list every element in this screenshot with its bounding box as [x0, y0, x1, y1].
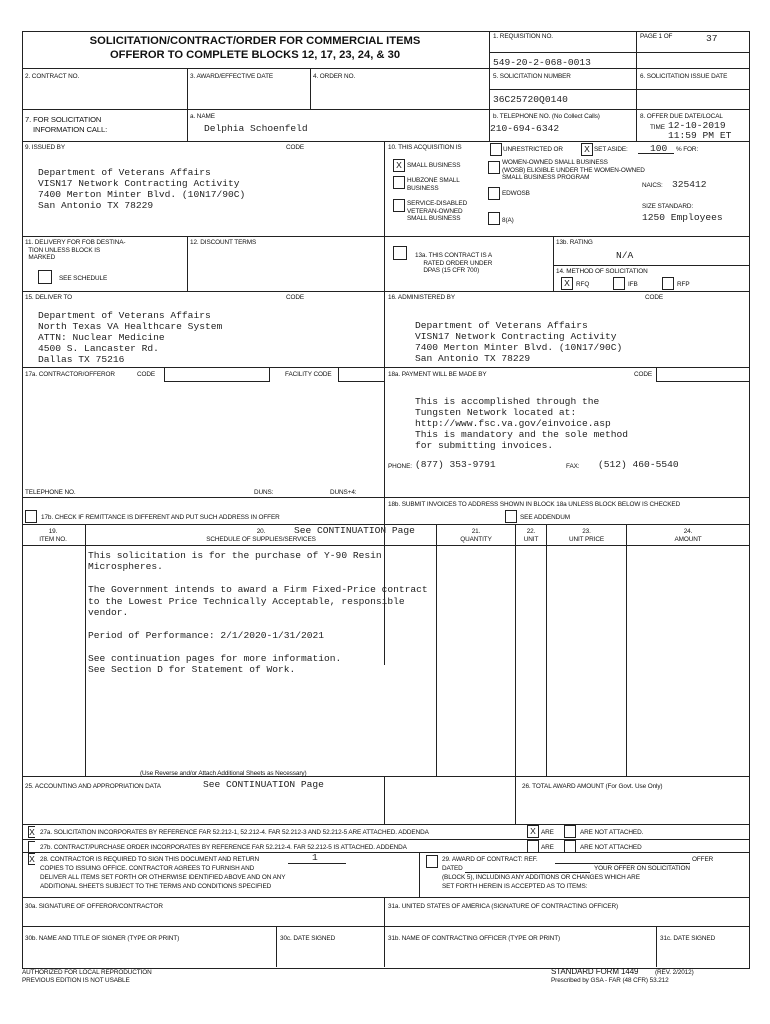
- rfq-checkbox[interactable]: X: [561, 277, 573, 290]
- award-date-label: 3. AWARD/EFFECTIVE DATE: [190, 73, 274, 80]
- rated-order-checkbox[interactable]: [393, 246, 407, 260]
- unit-price-header: 23. UNIT PRICE: [568, 528, 605, 543]
- footer-prescribed: Prescribed by GSA - FAR (48 CFR) 53.212: [551, 977, 669, 984]
- set-aside-label: SET ASIDE:: [594, 146, 628, 153]
- administered-by-address[interactable]: Department of Veterans Affairs VISN17 Network Contracting Activity 7400 Merton Minter Blvd. (10N17/90C) San Antonio TX 78229: [415, 320, 623, 364]
- page-label: PAGE 1 OF: [640, 33, 673, 40]
- time-label: TIME: [650, 124, 665, 131]
- 27b-are-checkbox[interactable]: [527, 840, 539, 853]
- co-date-signed-label: 31c. DATE SIGNED: [660, 935, 716, 942]
- footer-form-name: STANDARD FORM 1449: [551, 967, 639, 976]
- signature-co-label: 31a. UNITED STATES OF AMERICA (SIGNATURE OF CONTRACTING OFFICER): [388, 903, 619, 910]
- 27b-are-not-checkbox[interactable]: [564, 840, 576, 853]
- edwosb-label: EDWOSB: [502, 190, 530, 197]
- 27a-checkbox[interactable]: X: [29, 827, 35, 837]
- see-schedule-checkbox[interactable]: [38, 270, 52, 284]
- 29-your-offer: YOUR OFFER ON SOLICITATION: [594, 865, 690, 872]
- payment-phone-value[interactable]: (877) 353-9791: [415, 459, 496, 470]
- co-name-label: 31b. NAME OF CONTRACTING OFFICER (TYPE OR PRINT): [388, 935, 561, 942]
- footer-previous-edition: PREVIOUS EDITION IS NOT USABLE: [22, 977, 130, 984]
- eight-a-label: 8(A): [502, 217, 514, 224]
- accounting-label: 25. ACCOUNTING AND APPROPRIATION DATA: [25, 783, 161, 790]
- hubzone-label: HUBZONE SMALL BUSINESS: [407, 177, 460, 192]
- payment-code-input[interactable]: [656, 367, 750, 382]
- telephone-no-label: TELEPHONE NO.: [25, 489, 76, 496]
- rfq-label: RFQ: [576, 281, 590, 288]
- form-title-line1: SOLICITATION/CONTRACT/ORDER FOR COMMERCIAL ITEMS: [89, 35, 421, 47]
- rating-value[interactable]: N/A: [616, 250, 634, 261]
- name-label: a. NAME: [190, 113, 215, 120]
- payment-fax-value[interactable]: (512) 460-5540: [598, 459, 679, 470]
- small-business-checkbox[interactable]: X: [393, 159, 405, 172]
- naics-value[interactable]: 325412: [672, 179, 707, 190]
- 27b-label: 27b. CONTRACT/PURCHASE ORDER INCORPORATES BY REFERENCE FAR 52.212-4. FAR 52.212-5 IS ATTACHED. ADDENDA: [40, 844, 407, 851]
- footer-authorized: AUTHORIZED FOR LOCAL REPRODUCTION: [22, 969, 152, 976]
- ifb-label: IFB: [628, 281, 638, 288]
- see-addendum-checkbox[interactable]: [505, 510, 517, 523]
- schedule-header-overlay: See CONTINUATION Page: [294, 525, 415, 536]
- issued-by-address[interactable]: Department of Veterans Affairs VISN17 Network Contracting Activity 7400 Merton Minter Blvd. (10N17/90C) San Antonio TX 78229: [38, 167, 246, 211]
- acquisition-label: 10. THIS ACQUISITION IS: [388, 144, 462, 151]
- payment-fax-label: FAX:: [566, 463, 580, 470]
- 27a-are-not-label: ARE NOT ATTACHED.: [580, 829, 644, 836]
- offer-due-time-value[interactable]: 11:59 PM ET: [668, 130, 732, 141]
- total-award-label: 26. TOTAL AWARD AMOUNT (For Govt. Use Only): [522, 783, 663, 790]
- hubzone-checkbox[interactable]: [393, 176, 405, 189]
- solicitation-number-value[interactable]: 36C25720Q0140: [493, 94, 568, 105]
- sdvosb-checkbox[interactable]: [393, 199, 405, 212]
- issued-by-code-label: CODE: [286, 144, 305, 151]
- 27b-are-label: ARE: [541, 844, 554, 851]
- sdvosb-label: SERVICE-DISABLED VETERAN-OWNED SMALL BUSINESS: [407, 200, 468, 222]
- deliver-to-address[interactable]: Department of Veterans Affairs North Texas VA Healthcare System ATTN: Nuclear Medicine 4500 S. Lancaster Rd. Dallas TX 75216: [38, 310, 223, 365]
- facility-code-input[interactable]: [338, 367, 385, 382]
- size-standard-label: SIZE STANDARD:: [642, 203, 694, 210]
- reverse-note: (Use Reverse and/or Attach Additional Sheets as Necessary): [140, 770, 307, 777]
- payment-code-label: CODE: [634, 371, 653, 378]
- rfp-label: RFP: [677, 281, 690, 288]
- percent-for-label: % FOR:: [676, 146, 699, 153]
- rfp-checkbox[interactable]: [662, 277, 674, 290]
- 29-offer: OFFER: [692, 856, 714, 863]
- contract-no-label: 2. CONTRACT NO.: [25, 73, 80, 80]
- 29-line2: DATED: [442, 865, 463, 872]
- administered-by-label: 16. ADMINISTERED BY: [388, 294, 455, 301]
- delivery-fob-label: 11. DELIVERY FOR FOB DESTINA- TION UNLESS BLOCK IS MARKED: [25, 239, 126, 261]
- size-standard-value[interactable]: 1250 Employees: [642, 212, 723, 223]
- duns4-label: DUNS+4:: [330, 489, 357, 496]
- remittance-label: 17b. CHECK IF REMITTANCE IS DIFFERENT AND PUT SUCH ADDRESS IN OFFER: [41, 514, 280, 521]
- 27a-are-not-checkbox[interactable]: [564, 825, 576, 838]
- payment-label: 18a. PAYMENT WILL BE MADE BY: [388, 371, 487, 378]
- amount-header: 24. AMOUNT: [674, 528, 702, 543]
- unrestricted-checkbox[interactable]: [490, 143, 502, 156]
- 27a-are-label: ARE: [541, 829, 554, 836]
- item-no-header: 19. ITEM NO.: [39, 528, 67, 543]
- remittance-checkbox[interactable]: [25, 510, 37, 523]
- see-addendum-label: SEE ADDENDUM: [520, 514, 570, 521]
- telephone-label: b. TELEPHONE NO. (No Collect Calls): [493, 113, 600, 120]
- 29-line4: SET FORTH HEREIN IS ACCEPTED AS TO ITEMS:: [442, 883, 588, 890]
- 29-checkbox[interactable]: [426, 855, 438, 868]
- quantity-header: 21. QUANTITY: [460, 528, 492, 543]
- small-business-label: SMALL BUSINESS: [407, 162, 461, 169]
- 28-copies-value[interactable]: 1: [312, 852, 318, 863]
- administered-by-code-label: CODE: [645, 294, 664, 301]
- issue-date-label: 6. SOLICITATION ISSUE DATE: [640, 73, 728, 80]
- wosb-checkbox[interactable]: [488, 161, 500, 174]
- requisition-no-label: 1. REQUISITION NO.: [493, 33, 553, 40]
- contact-name-value[interactable]: Delphia Schoenfeld: [204, 123, 308, 134]
- schedule-header: 20. SCHEDULE OF SUPPLIES/SERVICES: [206, 528, 316, 543]
- schedule-description[interactable]: This solicitation is for the purchase of Y-90 Resin Microspheres. The Government intends to award a Firm Fixed-Price contract to the Lowest Price Technically Acceptable, responsible vendor. Period of Performance: 2/1/2020-1/31/2021 See continuation pages for more information. See Section D for Statement of Work.: [88, 550, 428, 676]
- wosb-label: WOMEN-OWNED SMALL BUSINESS (WOSB) ELIGIBLE UNDER THE WOMEN-OWNED SMALL BUSINESS PROGRAM: [502, 159, 645, 181]
- 27b-are-not-label: ARE NOT ATTACHED: [580, 844, 642, 851]
- offer-due-date-value[interactable]: 12-10-2019: [668, 120, 726, 131]
- eight-a-checkbox[interactable]: [488, 212, 500, 225]
- contractor-code-label: CODE: [137, 371, 156, 378]
- telephone-value[interactable]: 210-694-6342: [490, 123, 560, 134]
- offer-due-label: 8. OFFER DUE DATE/LOCAL: [640, 113, 723, 120]
- 29-line3: (BLOCK 5), INCLUDING ANY ADDITIONS OR CHANGES WHICH ARE: [442, 874, 640, 881]
- 28-line2: COPIES TO ISSUING OFFICE. CONTRACTOR AGREES TO FURNISH AND: [40, 865, 255, 872]
- 28-line3: DELIVER ALL ITEMS SET FORTH OR OTHERWISE IDENTIFIED ABOVE AND ON ANY: [40, 874, 286, 881]
- footer-revision: (REV. 2/2012): [655, 969, 694, 976]
- payment-phone-label: PHONE:: [388, 463, 412, 470]
- 27b-checkbox[interactable]: [28, 841, 35, 853]
- payment-instructions[interactable]: This is accomplished through the Tungsten Network located at: http://www.fsc.va.gov/einvoice.asp This is mandatory and the sole method for submitting invoices.: [415, 396, 629, 451]
- requisition-no-value[interactable]: 549-20-2-068-0013: [493, 57, 591, 68]
- duns-label: DUNS:: [254, 489, 274, 496]
- edwosb-checkbox[interactable]: [488, 187, 500, 200]
- facility-code-label: FACILITY CODE: [285, 371, 332, 378]
- offeror-date-signed-label: 30c. DATE SIGNED: [280, 935, 336, 942]
- order-no-label: 4. ORDER NO.: [313, 73, 356, 80]
- rating-label: 13b. RATING: [556, 239, 593, 246]
- form-title-line2: OFFEROR TO COMPLETE BLOCKS 12, 17, 23, 24, & 30: [109, 49, 401, 61]
- signature-offeror-label: 30a. SIGNATURE OF OFFEROR/CONTRACTOR: [25, 903, 163, 910]
- 27a-are-checkbox[interactable]: X: [527, 825, 539, 838]
- 28-line4: ADDITIONAL SHEETS SUBJECT TO THE TERMS AND CONDITIONS SPECIFIED: [40, 883, 272, 890]
- info-call-label-2: INFORMATION CALL:: [33, 125, 108, 134]
- signer-name-label: 30b. NAME AND TITLE OF SIGNER (TYPE OR PRINT): [25, 935, 180, 942]
- see-schedule-label: SEE SCHEDULE: [59, 275, 108, 282]
- 27a-label: 27a. SOLICITATION INCORPORATES BY REFERENCE FAR 52.212-1, 52.212-4. FAR 52.212-3 AND 52.212-5 ARE ATTACHED. ADDENDA: [40, 829, 429, 836]
- discount-terms-label: 12. DISCOUNT TERMS: [190, 239, 257, 246]
- 28-checkbox[interactable]: X: [29, 854, 35, 864]
- ifb-checkbox[interactable]: [613, 277, 625, 290]
- submit-invoices-label: 18b. SUBMIT INVOICES TO ADDRESS SHOWN IN BLOCK 18a UNLESS BLOCK BELOW IS CHECKED: [388, 501, 681, 508]
- 28-line1: 28. CONTRACTOR IS REQUIRED TO SIGN THIS DOCUMENT AND RETURN: [40, 856, 259, 863]
- 29-line1: 29. AWARD OF CONTRACT: REF.: [442, 856, 538, 863]
- naics-label: NAICS:: [642, 182, 663, 189]
- deliver-to-code-label: CODE: [286, 294, 305, 301]
- issued-by-label: 9. ISSUED BY: [25, 144, 65, 151]
- page-total-value[interactable]: 37: [706, 33, 718, 44]
- deliver-to-label: 15. DELIVER TO: [25, 294, 73, 301]
- contractor-label: 17a. CONTRACTOR/OFFEROR: [25, 371, 115, 378]
- info-call-label-1: 7. FOR SOLICITATION: [25, 115, 102, 124]
- unit-header: 22. UNIT: [523, 528, 539, 543]
- accounting-value[interactable]: See CONTINUATION Page: [203, 779, 324, 790]
- solicitation-number-label: 5. SOLICITATION NUMBER: [493, 73, 571, 80]
- contractor-code-input[interactable]: [164, 367, 270, 382]
- method-label: 14. METHOD OF SOLICITATION: [556, 268, 648, 275]
- set-aside-checkbox[interactable]: X: [581, 143, 593, 156]
- set-aside-percent-value[interactable]: 100: [650, 143, 668, 154]
- rated-order-label: 13a. THIS CONTRACT IS A RATED ORDER UNDER DPAS (15 CFR 700): [415, 252, 493, 274]
- unrestricted-label: UNRESTRICTED OR: [503, 146, 563, 153]
